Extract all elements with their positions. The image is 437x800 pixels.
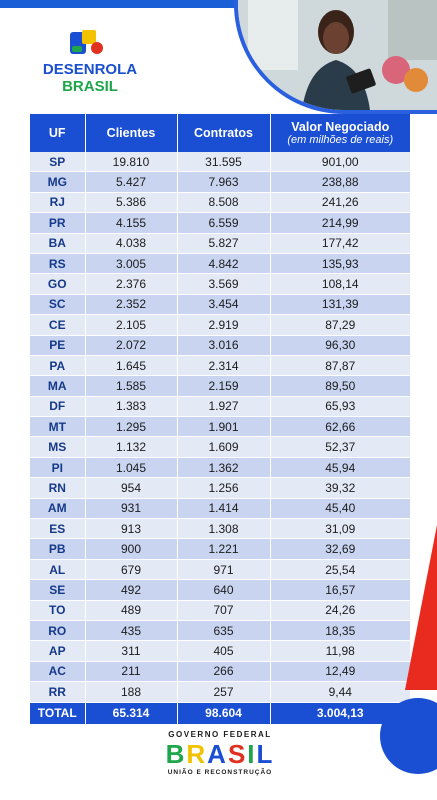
hero-photo <box>234 0 437 114</box>
cell-uf: PR <box>30 213 85 233</box>
cell-valor: 901,00 <box>270 152 410 172</box>
table-row <box>30 233 410 253</box>
table-row <box>30 661 410 681</box>
cell-uf: PE <box>30 335 85 355</box>
header-valor-label: Valor Negociado <box>291 120 390 134</box>
cell-uf: SC <box>30 294 85 314</box>
cell-clientes: 900 <box>85 539 177 559</box>
cell-uf: AC <box>30 661 85 681</box>
governo-federal-logo <box>150 730 290 794</box>
table-row <box>30 192 410 212</box>
cell-uf: RR <box>30 682 85 702</box>
cell-contratos: 1.609 <box>177 437 270 457</box>
cell-clientes: 954 <box>85 478 177 498</box>
table-row <box>30 274 410 294</box>
cell-clientes: 4.038 <box>85 233 177 253</box>
table-row <box>30 355 410 375</box>
cell-uf: RS <box>30 253 85 273</box>
table-row <box>30 315 410 335</box>
cell-uf: GO <box>30 274 85 294</box>
cell-clientes: 492 <box>85 580 177 600</box>
cell-clientes: 931 <box>85 498 177 518</box>
cell-clientes: 5.386 <box>85 192 177 212</box>
cell-clientes: 679 <box>85 559 177 579</box>
table-row <box>30 376 410 396</box>
cell-contratos: 2.159 <box>177 376 270 396</box>
cell-clientes: 435 <box>85 620 177 640</box>
header-valor-subtitle: (em milhões de reais) <box>287 134 394 146</box>
cell-valor: 135,93 <box>270 253 410 273</box>
cell-uf: SE <box>30 580 85 600</box>
table-row <box>30 580 410 600</box>
gov-letter: B <box>165 739 187 769</box>
header-contratos: Contratos <box>177 114 270 152</box>
cell-valor: 87,29 <box>270 315 410 335</box>
cell-uf: RJ <box>30 192 85 212</box>
table-row <box>30 641 410 661</box>
cell-clientes: 1.132 <box>85 437 177 457</box>
cell-clientes: 1.045 <box>85 457 177 477</box>
cell-contratos: 1.308 <box>177 519 270 539</box>
header-valor <box>270 114 410 152</box>
cell-clientes: 19.810 <box>85 152 177 172</box>
table-row <box>30 152 410 172</box>
cell-uf: AL <box>30 559 85 579</box>
cell-valor: 25,54 <box>270 559 410 579</box>
cell-contratos: 31.595 <box>177 152 270 172</box>
table-row <box>30 600 410 620</box>
cell-contratos: 971 <box>177 559 270 579</box>
cell-uf: DF <box>30 396 85 416</box>
cell-valor: 11,98 <box>270 641 410 661</box>
cell-contratos: 4.842 <box>177 253 270 273</box>
cell-uf: RO <box>30 620 85 640</box>
cell-valor: 214,99 <box>270 213 410 233</box>
cell-uf: AM <box>30 498 85 518</box>
cell-valor: 96,30 <box>270 335 410 355</box>
desenrola-brasil-logo <box>40 30 140 95</box>
cell-valor: 89,50 <box>270 376 410 396</box>
cell-valor: 45,94 <box>270 457 410 477</box>
cell-valor: 32,69 <box>270 539 410 559</box>
cell-clientes: 1.585 <box>85 376 177 396</box>
table-row <box>30 172 410 192</box>
cell-valor: 108,14 <box>270 274 410 294</box>
cell-valor: 65,93 <box>270 396 410 416</box>
table-row <box>30 294 410 314</box>
cell-uf: MA <box>30 376 85 396</box>
table-row <box>30 417 410 437</box>
cell-clientes: 311 <box>85 641 177 661</box>
cell-contratos: 8.508 <box>177 192 270 212</box>
cell-valor: 131,39 <box>270 294 410 314</box>
gov-subtitle: UNIÃO E RECONSTRUÇÃO <box>167 769 273 776</box>
total-contratos: 98.604 <box>177 702 270 724</box>
logo-mark-icon <box>70 30 104 56</box>
cell-uf: ES <box>30 519 85 539</box>
table-row <box>30 498 410 518</box>
cell-uf: AP <box>30 641 85 661</box>
gov-letter: A <box>207 739 228 769</box>
cell-uf: BA <box>30 233 85 253</box>
desenrola-results-table <box>30 114 410 724</box>
table-row <box>30 457 410 477</box>
cell-clientes: 1.383 <box>85 396 177 416</box>
table-row <box>30 213 410 233</box>
gov-brasil-wordmark <box>150 741 290 767</box>
table-row <box>30 559 410 579</box>
cell-contratos: 5.827 <box>177 233 270 253</box>
cell-uf: CE <box>30 315 85 335</box>
cell-contratos: 257 <box>177 682 270 702</box>
cell-contratos: 2.314 <box>177 355 270 375</box>
cell-contratos: 707 <box>177 600 270 620</box>
cell-clientes: 5.427 <box>85 172 177 192</box>
cell-contratos: 1.221 <box>177 539 270 559</box>
cell-valor: 52,37 <box>270 437 410 457</box>
cell-clientes: 2.105 <box>85 315 177 335</box>
gov-letter: L <box>256 739 275 769</box>
cell-uf: MG <box>30 172 85 192</box>
cell-clientes: 4.155 <box>85 213 177 233</box>
woman-with-tablet-illustration <box>238 0 437 110</box>
table-row <box>30 620 410 640</box>
table-header-row <box>30 114 410 152</box>
cell-contratos: 1.256 <box>177 478 270 498</box>
cell-clientes: 489 <box>85 600 177 620</box>
cell-clientes: 188 <box>85 682 177 702</box>
cell-valor: 18,35 <box>270 620 410 640</box>
gov-letter: S <box>227 739 248 769</box>
cell-uf: TO <box>30 600 85 620</box>
table-row <box>30 335 410 355</box>
cell-contratos: 266 <box>177 661 270 681</box>
cell-uf: MT <box>30 417 85 437</box>
header-clientes: Clientes <box>85 114 177 152</box>
cell-contratos: 1.414 <box>177 498 270 518</box>
cell-uf: RN <box>30 478 85 498</box>
cell-valor: 9,44 <box>270 682 410 702</box>
cell-contratos: 1.927 <box>177 396 270 416</box>
cell-contratos: 1.362 <box>177 457 270 477</box>
total-label: TOTAL <box>30 702 85 724</box>
cell-contratos: 3.569 <box>177 274 270 294</box>
table-total-row <box>30 702 410 724</box>
cell-contratos: 7.963 <box>177 172 270 192</box>
cell-uf: PI <box>30 457 85 477</box>
cell-valor: 177,42 <box>270 233 410 253</box>
logo-title-line1: DESENROLA <box>42 61 138 78</box>
cell-clientes: 2.376 <box>85 274 177 294</box>
cell-valor: 241,26 <box>270 192 410 212</box>
total-valor: 3.004,13 <box>270 702 410 724</box>
cell-contratos: 6.559 <box>177 213 270 233</box>
cell-contratos: 3.454 <box>177 294 270 314</box>
cell-contratos: 2.919 <box>177 315 270 335</box>
cell-valor: 45,40 <box>270 498 410 518</box>
cell-contratos: 3.016 <box>177 335 270 355</box>
cell-clientes: 2.072 <box>85 335 177 355</box>
table-row <box>30 519 410 539</box>
table-row <box>30 437 410 457</box>
data-table <box>30 114 410 724</box>
cell-contratos: 635 <box>177 620 270 640</box>
cell-contratos: 1.901 <box>177 417 270 437</box>
cell-clientes: 1.295 <box>85 417 177 437</box>
cell-clientes: 1.645 <box>85 355 177 375</box>
gov-letter: R <box>186 739 208 769</box>
table-row <box>30 682 410 702</box>
table-row <box>30 396 410 416</box>
cell-uf: SP <box>30 152 85 172</box>
cell-contratos: 640 <box>177 580 270 600</box>
cell-valor: 238,88 <box>270 172 410 192</box>
total-clientes: 65.314 <box>85 702 177 724</box>
cell-valor: 39,32 <box>270 478 410 498</box>
gov-letter: I <box>247 739 257 769</box>
cell-contratos: 405 <box>177 641 270 661</box>
cell-valor: 16,57 <box>270 580 410 600</box>
cell-uf: PB <box>30 539 85 559</box>
gov-title: GOVERNO FEDERAL <box>168 730 272 739</box>
logo-title-line2: BRASIL <box>62 78 118 95</box>
cell-valor: 12,49 <box>270 661 410 681</box>
cell-uf: PA <box>30 355 85 375</box>
cell-clientes: 2.352 <box>85 294 177 314</box>
cell-clientes: 913 <box>85 519 177 539</box>
cell-clientes: 211 <box>85 661 177 681</box>
cell-valor: 31,09 <box>270 519 410 539</box>
table-row <box>30 478 410 498</box>
table-row <box>30 539 410 559</box>
cell-valor: 62,66 <box>270 417 410 437</box>
header-uf: UF <box>30 114 85 152</box>
table-row <box>30 253 410 273</box>
cell-valor: 87,87 <box>270 355 410 375</box>
red-decorative-shape <box>405 525 437 690</box>
cell-uf: MS <box>30 437 85 457</box>
cell-clientes: 3.005 <box>85 253 177 273</box>
cell-valor: 24,26 <box>270 600 410 620</box>
